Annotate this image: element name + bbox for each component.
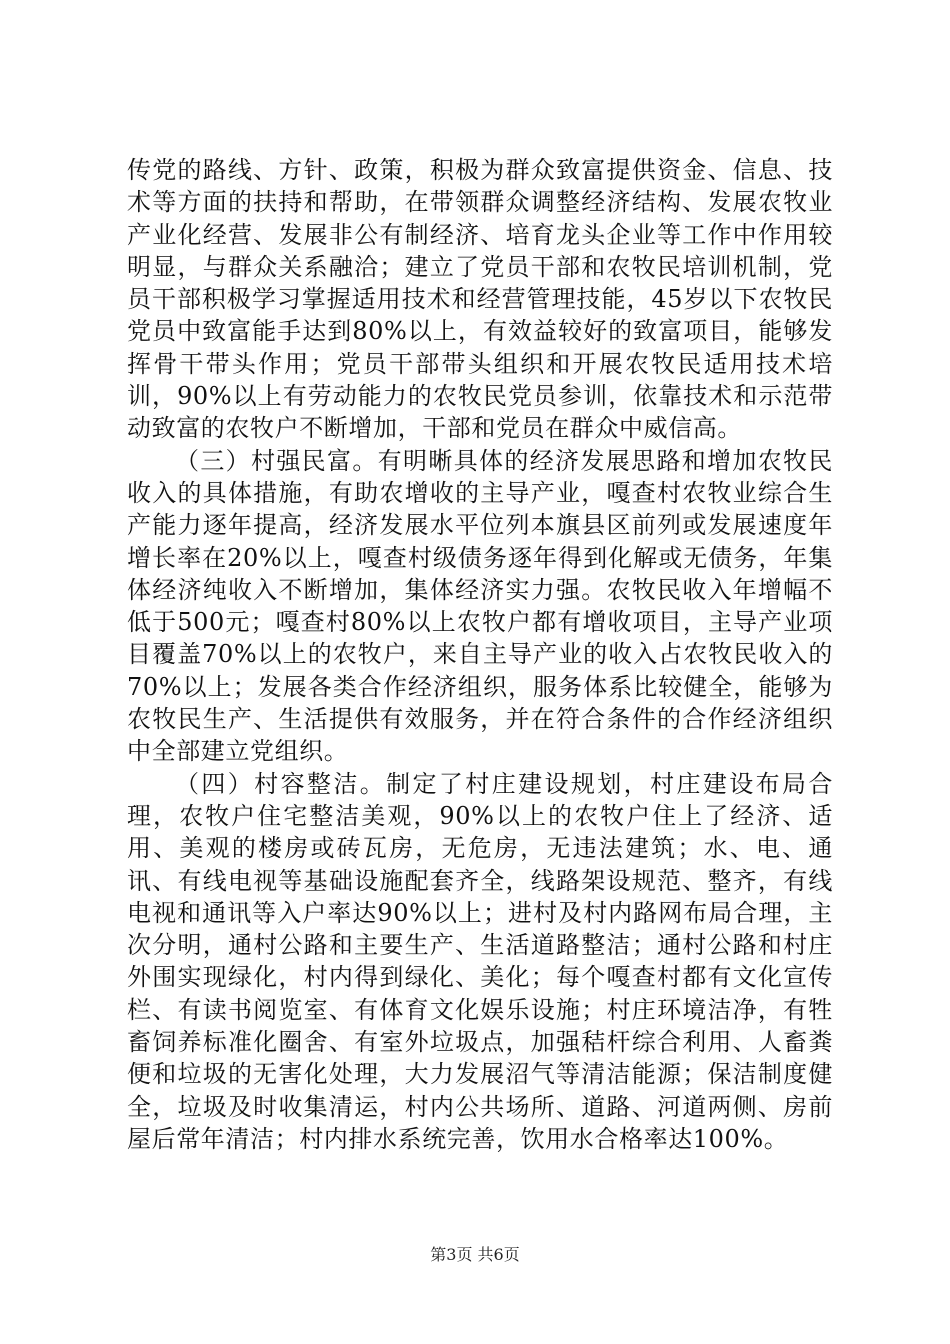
paragraph-continuation: 传党的路线、方针、政策，积极为群众致富提供资金、信息、技术等方面的扶持和帮助，在带领群众调整经济结构、发展农牧业产业化经营、发展非公有制经济、培育龙头企业等工作中作用较明显，与群众关系融洽；建立了党员干部和农牧民培训机制，党员干部积极学习掌握适用技术和经营管理技能，45岁以下农牧民党员中致富能手达到80%以上，有效益较好的致富项目，能够发挥骨干带头作用；党员干部带头组织和开展农牧民适用技术培训，90%以上有劳动能力的农牧民党员参训，依靠技术和示范带动致富的农牧户不断增加，干部和党员在群众中威信高。 (127, 156, 833, 443)
document-body (127, 154, 833, 1155)
paragraph-section-four: （四）村容整洁。制定了村庄建设规划，村庄建设布局合理，农牧户住宅整洁美观，90%以上的农牧户住上了经济、适用、美观的楼房或砖瓦房，无危房，无违法建筑；水、电、通讯、有线电视等基础设施配套齐全，线路架设规范、整齐，有线电视和通讯等入户率达90%以上；进村及村内路网布局合理，主次分明，通村公路和主要生产、生活道路整洁；通村公路和村庄外围实现绿化，村内得到绿化、美化；每个嘎查村都有文化宣传栏、有读书阅览室、有体育文化娱乐设施；村庄环境洁净，有牲畜饲养标准化圈舍、有室外垃圾点，加强秸杆综合利用、人畜粪便和垃圾的无害化处理，大力发展沼气等清洁能源；保洁制度健全，垃圾及时收集清运，村内公共场所、道路、河道两侧、房前屋后常年清洁；村内排水系统完善，饮用水合格率达100%。 (127, 769, 833, 1153)
paragraph-section-three: （三）村强民富。有明晰具体的经济发展思路和增加农牧民收入的具体措施，有助农增收的主导产业，嘎查村农牧业综合生产能力逐年提高，经济发展水平位列本旗县区前列或发展速度年增长率在20%以上，嘎查村级债务逐年得到化解或无债务，年集体经济纯收入不断增加，集体经济实力强。农牧民收入年增幅不低于500元；嘎查村80%以上农牧户都有增收项目，主导产业项目覆盖70%以上的农牧户，来自主导产业的收入占农牧民收入的70%以上；发展各类合作经济组织，服务体系比较健全，能够为农牧民生产、生活提供有效服务，并在符合条件的合作经济组织中全部建立党组织。 (127, 446, 833, 766)
page-number-footer: 第3页 共6页 (430, 1245, 520, 1264)
